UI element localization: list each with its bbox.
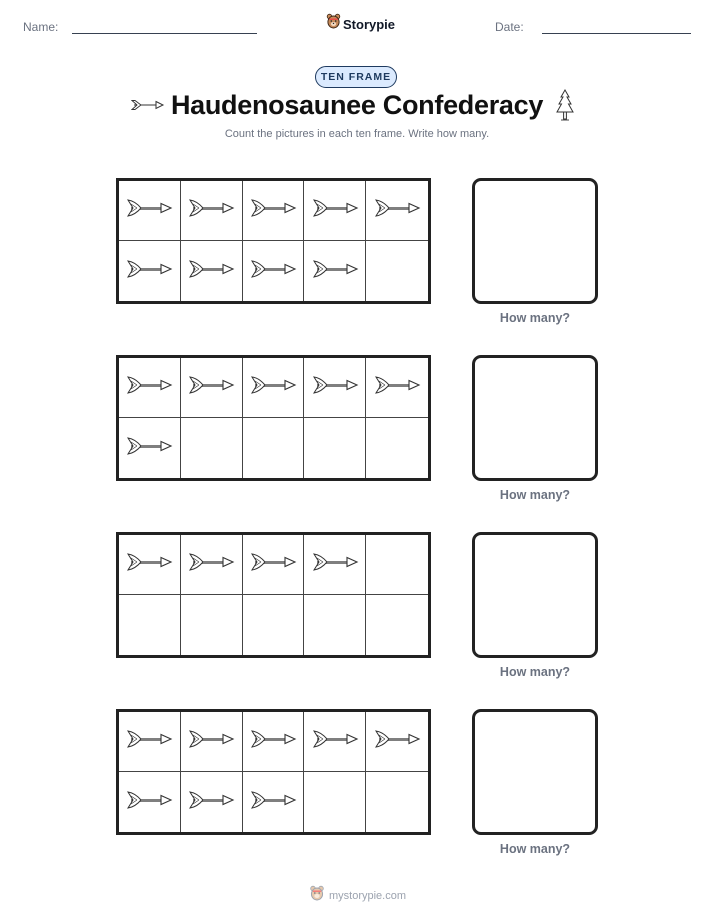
ten-frame-cell <box>366 181 428 241</box>
ten-frame-cell <box>304 418 366 478</box>
ten-frame-cell <box>119 595 181 655</box>
ten-frame-cell <box>181 535 243 595</box>
name-label: Name: <box>23 20 59 34</box>
arrow-icon <box>187 553 235 576</box>
ten-frame-cell <box>181 418 243 478</box>
ten-frame-cell <box>304 712 366 772</box>
answer-box[interactable] <box>472 532 598 658</box>
arrow-icon <box>373 730 421 753</box>
answer-box[interactable] <box>472 355 598 481</box>
brand-logo <box>326 13 395 35</box>
arrow-icon <box>125 553 173 576</box>
ten-frame-cell <box>366 418 428 478</box>
ten-frame-cell <box>181 712 243 772</box>
ten-frame-cell <box>119 358 181 418</box>
arrow-icon <box>249 730 297 753</box>
ten-frame-cell <box>181 595 243 655</box>
arrow-icon <box>249 260 297 283</box>
ten-frame-cell <box>366 772 428 832</box>
ten-frame-cell <box>243 418 305 478</box>
footer-url[interactable]: mystorypie.com <box>329 890 407 902</box>
ten-frame-cell <box>181 241 243 301</box>
arrow-icon <box>249 791 297 814</box>
ten-frame-cell <box>304 535 366 595</box>
ten-frame-cell <box>243 241 305 301</box>
page-title: Haudenosaunee Confederacy <box>170 90 544 120</box>
arrow-icon <box>311 376 359 399</box>
bear-mascot-icon <box>309 885 325 907</box>
arrow-icon <box>125 437 173 460</box>
arrow-icon <box>187 260 235 283</box>
ten-frame-cell <box>119 712 181 772</box>
ten-frame-cell <box>181 181 243 241</box>
ten-frame-cell <box>304 181 366 241</box>
ten-frame <box>116 532 431 658</box>
answer-box[interactable] <box>472 709 598 835</box>
ten-frame-badge: TEN FRAME <box>315 66 397 88</box>
arrow-icon <box>311 730 359 753</box>
how-many-label: How many? <box>499 488 571 502</box>
ten-frame-cell <box>304 241 366 301</box>
how-many-label: How many? <box>499 842 571 856</box>
ten-frame-cell <box>243 772 305 832</box>
arrow-icon <box>125 791 173 814</box>
ten-frame-cell <box>243 712 305 772</box>
ten-frame-cell <box>243 358 305 418</box>
arrow-icon <box>125 199 173 222</box>
ten-frame-cell <box>243 535 305 595</box>
arrow-icon <box>187 730 235 753</box>
how-many-label: How many? <box>499 665 571 679</box>
brand-name: Storypie <box>343 16 396 32</box>
arrow-icon <box>125 376 173 399</box>
ten-frame-cell <box>181 358 243 418</box>
ten-frame-cell <box>119 418 181 478</box>
ten-frame-cell <box>366 712 428 772</box>
ten-frame-cell <box>119 241 181 301</box>
ten-frame-cell <box>243 181 305 241</box>
arrow-icon <box>187 376 235 399</box>
ten-frame-cell <box>304 595 366 655</box>
ten-frame-cell <box>119 535 181 595</box>
bear-mascot-icon <box>326 13 341 35</box>
ten-frame-cell <box>243 595 305 655</box>
date-label: Date: <box>495 20 524 34</box>
arrow-icon <box>311 199 359 222</box>
arrow-icon <box>373 376 421 399</box>
arrow-icon <box>249 553 297 576</box>
arrow-icon <box>125 730 173 753</box>
ten-frame-cell <box>304 358 366 418</box>
arrow-icon <box>311 553 359 576</box>
arrow-icon <box>311 260 359 283</box>
ten-frame-cell <box>366 535 428 595</box>
ten-frame-cell <box>366 595 428 655</box>
how-many-label: How many? <box>499 311 571 325</box>
ten-frame <box>116 355 431 481</box>
instructions: Count the pictures in each ten frame. Write how many. <box>224 128 490 140</box>
arrow-icon <box>373 199 421 222</box>
answer-box[interactable] <box>472 178 598 304</box>
ten-frame-cell <box>119 181 181 241</box>
arrow-icon <box>249 199 297 222</box>
ten-frame <box>116 709 431 835</box>
arrow-icon <box>249 376 297 399</box>
footer <box>309 885 406 907</box>
ten-frame-cell <box>366 358 428 418</box>
arrow-icon <box>187 199 235 222</box>
ten-frame <box>116 178 431 304</box>
date-line[interactable] <box>542 33 691 34</box>
ten-frame-cell <box>366 241 428 301</box>
ten-frame-cell <box>181 772 243 832</box>
ten-frame-cell <box>119 772 181 832</box>
pine-tree-icon <box>555 89 575 128</box>
ten-frame-cell <box>304 772 366 832</box>
arrow-icon <box>187 791 235 814</box>
arrow-icon <box>125 260 173 283</box>
name-line[interactable] <box>72 33 257 34</box>
